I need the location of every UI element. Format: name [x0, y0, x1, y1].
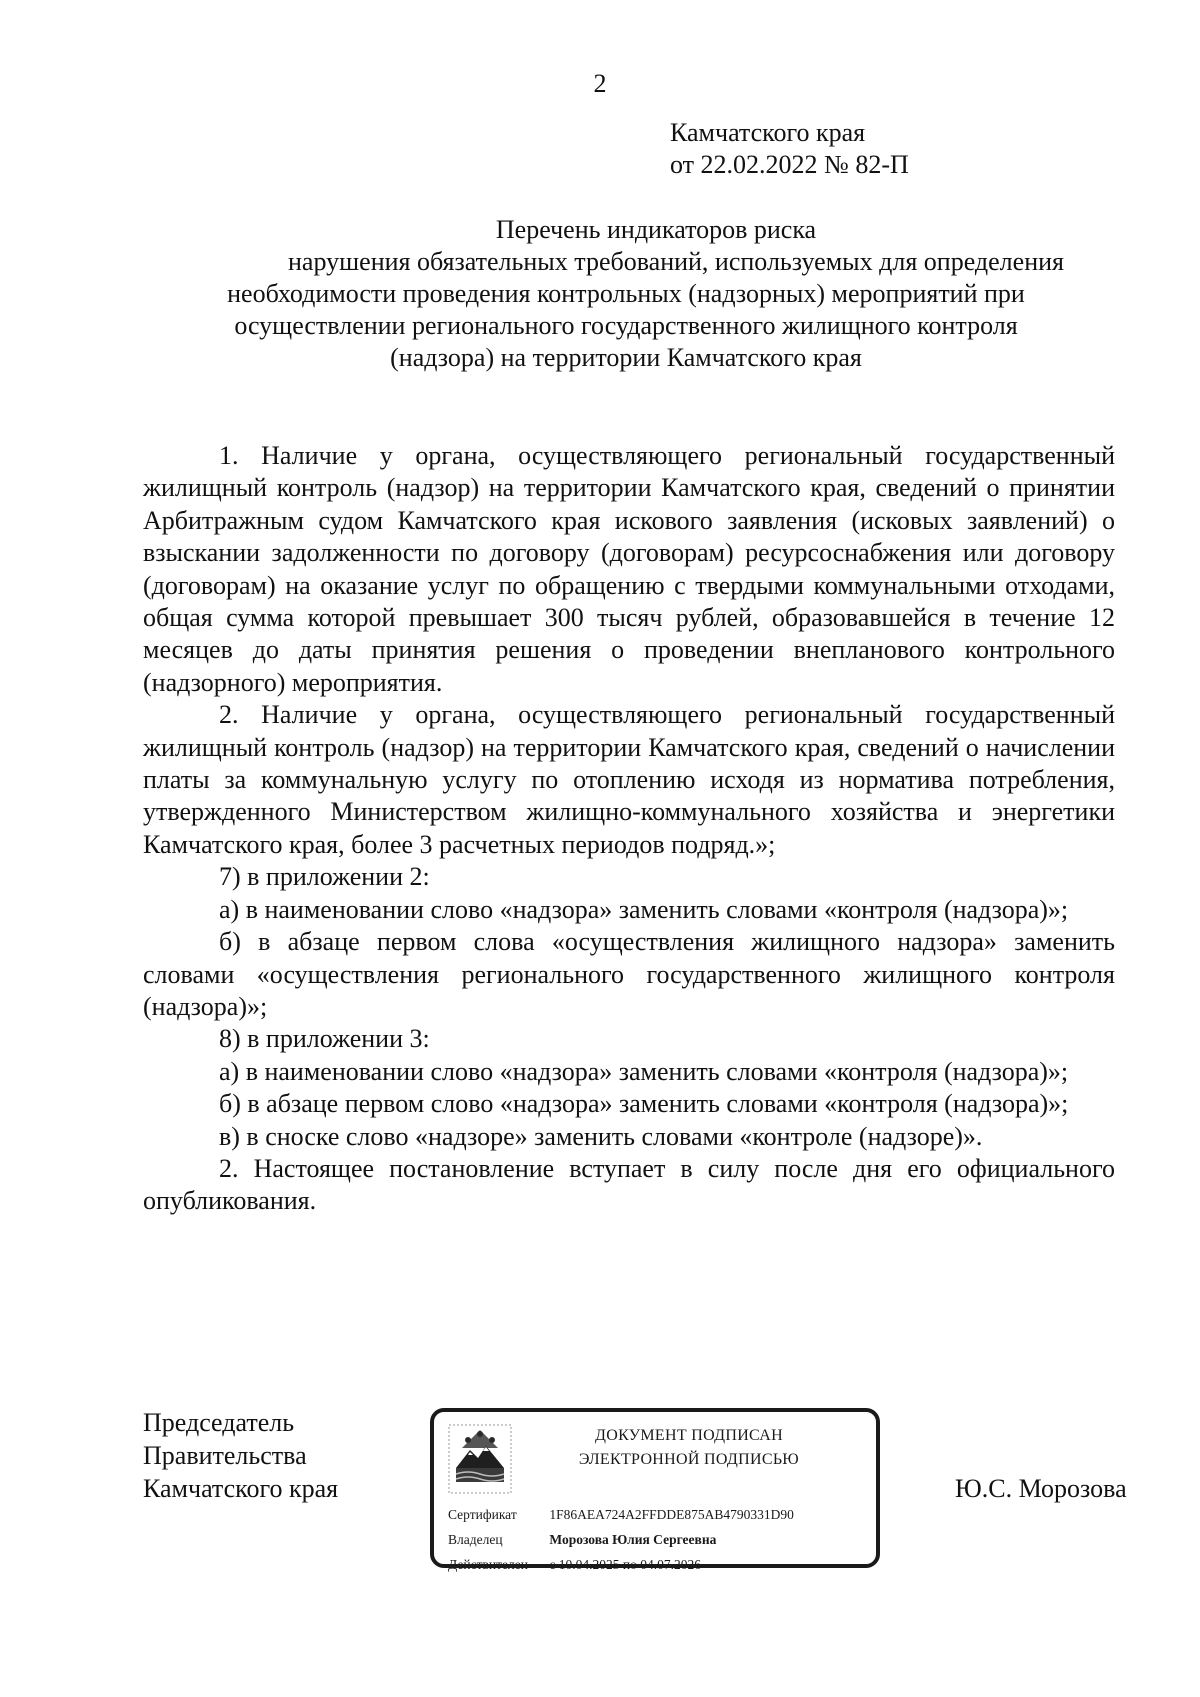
body-paragraph: 8) в приложении 3:	[219, 1024, 430, 1054]
title-line: необходимости проведения контрольных (надзорных) мероприятий при	[227, 279, 1025, 308]
signatory-line: Камчатского края	[143, 1474, 339, 1503]
document-body	[143, 440, 1115, 1218]
stamp-heading-line: ДОКУМЕНТ ПОДПИСАН	[595, 1427, 783, 1444]
body-paragraph: 2. Настоящее постановление вступает в силу после дня его официального опубликования.	[143, 1153, 1115, 1216]
stamp-row-owner	[448, 1527, 794, 1552]
body-paragraph: 1. Наличие у органа, осуществляющего региональный государственный жилищный контроль (надзор) на территории Камчатского края, сведений о принятии Арбитражным судом Камчатского края искового заявления (исковых заявлений) о взыскании задолженности по договору (договорам) ресурсоснабжения или договору (договорам) на оказание услуг по обращению с твердыми коммунальными отходами, общая сумма которой превышает 300 тысяч рублей, образовавшейся в течение 12 месяцев до даты принятия решения о проведении внепланового контрольного (надзорного) мероприятия.	[143, 441, 1115, 697]
title-line: Перечень индикаторов риска	[495, 215, 817, 244]
signer-name: Ю.С. Морозова	[955, 1474, 1127, 1503]
body-paragraph: 7) в приложении 2:	[219, 862, 430, 892]
validity-value: с 10.04.2025 по 04.07.2026	[549, 1557, 701, 1572]
stamp-row-certificate	[448, 1502, 794, 1527]
title-line: (надзора) на территории Камчатского края	[390, 343, 862, 372]
stamp-row-validity	[448, 1552, 794, 1577]
title-line: осуществлении регионального государственного жилищного контроля	[234, 311, 1018, 340]
certificate-label: Сертификат	[448, 1507, 517, 1522]
body-paragraph: а) в наименовании слово «надзора» заменить словами «контроля (надзора)»;	[219, 894, 1069, 924]
stamp-heading	[524, 1424, 854, 1472]
owner-value: Морозова Юлия Сергеевна	[549, 1532, 717, 1547]
signatory-line: Председатель	[143, 1408, 295, 1437]
signatory-line: Правительства	[143, 1441, 307, 1470]
document-title	[130, 214, 1122, 374]
reference-line-date-number: от 22.02.2022 № 82-П	[670, 150, 909, 179]
kamchatka-emblem-icon	[448, 1424, 512, 1494]
body-paragraph: б) в абзаце первом слова «осуществления жилищного надзора» заменить словами «осуществления регионального государственного жилищного контроля (надзора)»;	[143, 927, 1115, 1021]
validity-label: Действителен	[448, 1557, 528, 1572]
body-paragraph: а) в наименовании слово «надзора» заменить словами «контроля (надзора)»;	[219, 1056, 1069, 1086]
body-paragraph: б) в абзаце первом слово «надзора» заменить словами «контроля (надзора)»;	[219, 1089, 1069, 1119]
document-reference	[670, 117, 909, 181]
stamp-heading-line: ЭЛЕКТРОННОЙ ПОДПИСЬЮ	[578, 1451, 800, 1468]
body-paragraph: в) в сноске слово «надзоре» заменить словами «контроле (надзоре)».	[219, 1121, 983, 1151]
certificate-value: 1F86AEA724A2FFDDE875AB4790331D90	[549, 1507, 794, 1522]
signatory-position	[143, 1406, 338, 1505]
body-paragraph: 2. Наличие у органа, осуществляющего региональный государственный жилищный контроль (надзор) на территории Камчатского края, сведений о начислении платы за коммунальную услугу по отоплению исходя из норматива потребления, утвержденного Министерством жилищно-коммунального хозяйства и энергетики Камчатского края, более 3 расчетных периодов подряд.»;	[143, 700, 1115, 859]
reference-line-region: Камчатского края	[670, 118, 866, 147]
electronic-signature-stamp	[430, 1408, 880, 1572]
owner-label: Владелец	[448, 1532, 503, 1547]
title-line: нарушения обязательных требований, используемых для определения	[288, 247, 1064, 276]
page-number: 2	[593, 69, 607, 98]
stamp-details	[448, 1502, 794, 1577]
